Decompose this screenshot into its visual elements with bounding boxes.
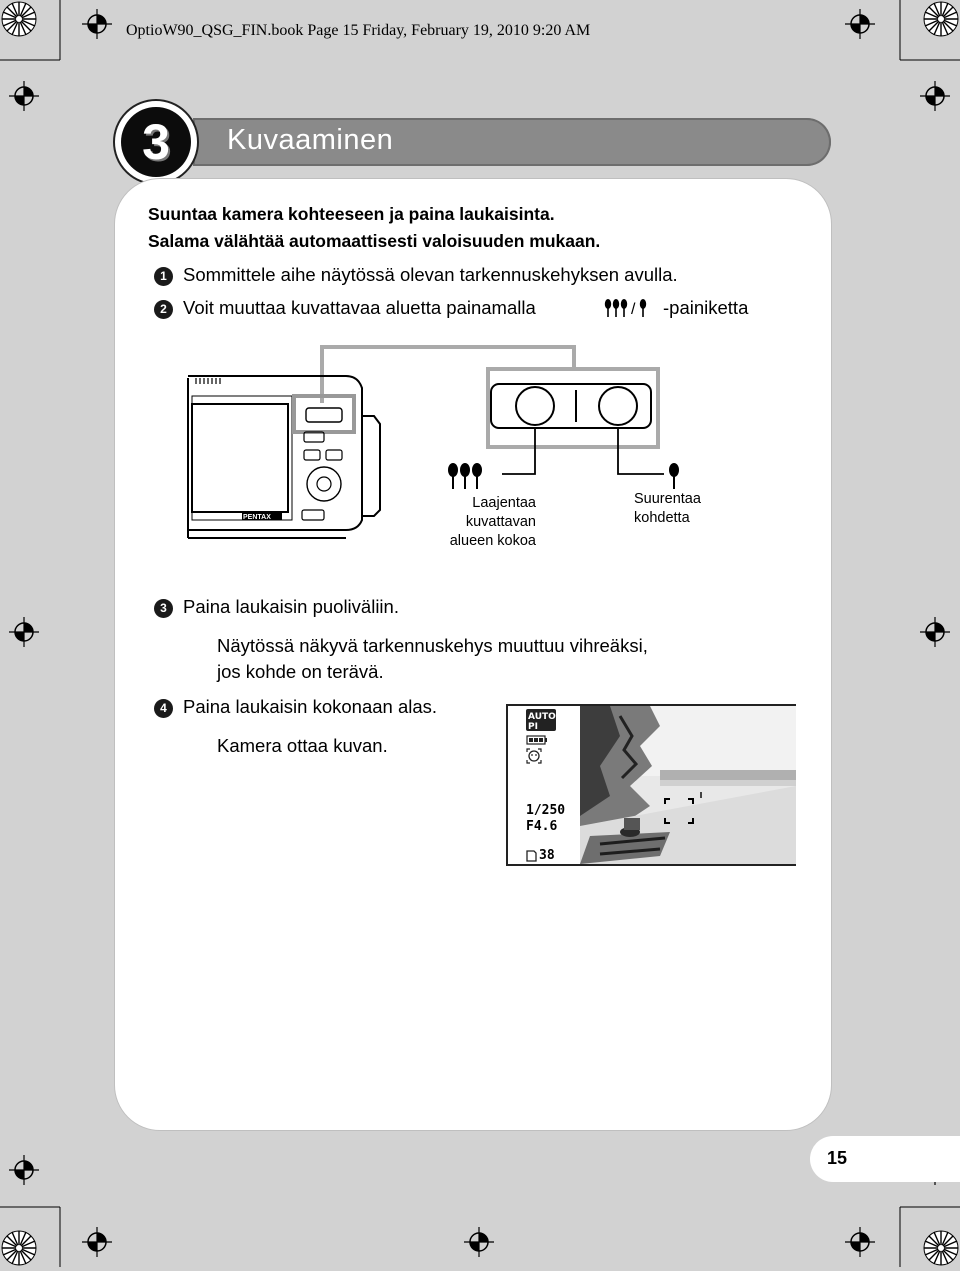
shots-remaining-group	[526, 848, 576, 864]
step-3-detail-line-1: Näytössä näkyvä tarkennuskehys muuttuu vihreäksi,	[217, 635, 648, 656]
sunburst-icon	[923, 1230, 959, 1266]
sunburst-icon	[1, 1230, 37, 1266]
camera-brand: PENTAX	[243, 514, 271, 521]
step-3-detail-line-2: jos kohde on terävä.	[217, 661, 384, 682]
page-number: 15	[826, 1148, 848, 1168]
svg-text:PI: PI	[528, 722, 538, 731]
tele-zoom-label: Suurentaa kohdetta	[634, 491, 701, 526]
intro-line-2: Salama välähtää automaattisesti valoisuuden mukaan.	[148, 231, 601, 251]
chapter-number: 3	[121, 107, 191, 177]
step-3-text: Paina laukaisin puoliväliin.	[183, 596, 399, 617]
battery-icon	[526, 735, 548, 745]
step-4-detail: Kamera ottaa kuvan.	[217, 735, 388, 756]
svg-text:/: /	[631, 301, 636, 318]
step-4-text: Paina laukaisin kokonaan alas.	[183, 696, 438, 717]
wide-angle-icon	[447, 463, 487, 491]
auto-picture-mode-icon	[526, 709, 556, 731]
wide-angle-icon	[604, 299, 660, 319]
sunburst-icon	[1, 1, 37, 37]
aperture-value: F4.6	[526, 819, 558, 834]
shots-remaining: 38	[539, 848, 555, 863]
shutter-speed: 1/250	[526, 803, 566, 818]
telephoto-icon	[667, 463, 681, 491]
wide-zoom-label: Laajentaa kuvattavan alueen kokoa	[449, 495, 536, 549]
step-number-1: 1	[154, 267, 173, 286]
chapter-number-badge	[113, 99, 199, 185]
face-detection-icon	[526, 748, 542, 764]
memory-card-icon	[526, 850, 537, 862]
chapter-title: Kuvaaminen	[227, 124, 394, 156]
book-header-line: OptioW90_QSG_FIN.book Page 15 Friday, February 19, 2010 9:20 AM	[126, 22, 591, 39]
lcd-screen-example	[506, 704, 796, 866]
sunburst-icon	[923, 1, 959, 37]
step-2-text-before: Voit muuttaa kuvattavaa aluetta painamalla	[183, 297, 536, 318]
step-2-text-after: -painiketta	[663, 297, 749, 318]
step-number-3: 3	[154, 599, 173, 618]
step-number-2: 2	[154, 300, 173, 319]
intro-line-1: Suuntaa kamera kohteeseen ja paina laukaisinta.	[148, 204, 555, 224]
beach-photo	[580, 706, 796, 864]
svg-text:AUTO: AUTO	[528, 712, 556, 722]
focus-frame	[664, 798, 694, 824]
step-number-4: 4	[154, 699, 173, 718]
step-1-text: Sommittele aihe näytössä olevan tarkennuskehyksen avulla.	[183, 264, 678, 285]
